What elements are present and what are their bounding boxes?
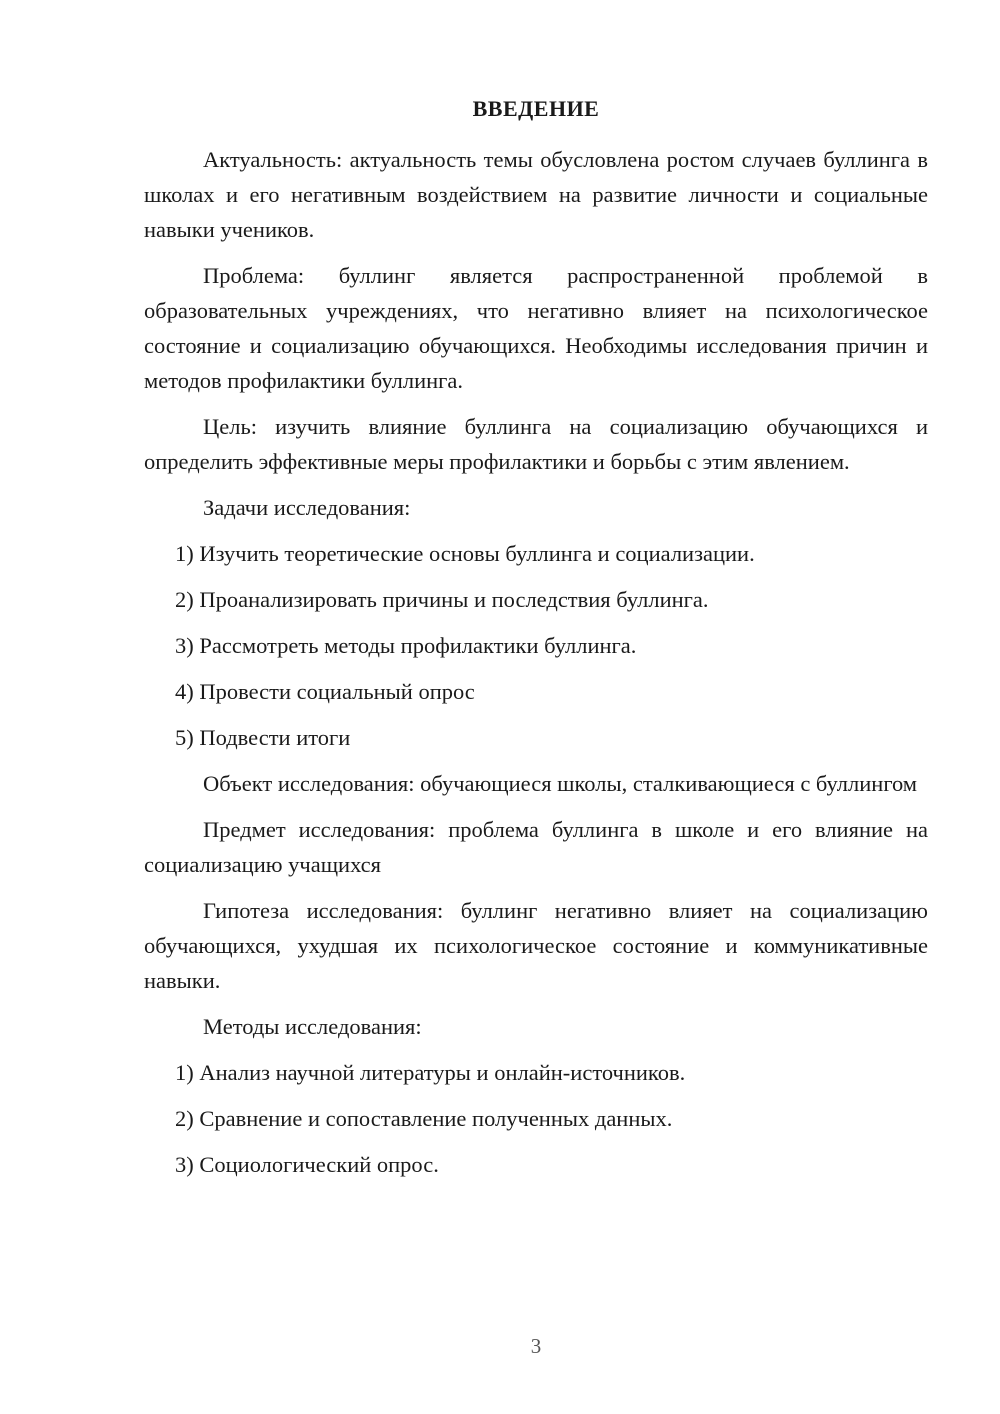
method-item: 2) Сравнение и сопоставление полученных данных. — [175, 1106, 673, 1131]
problem-paragraph: Проблема: буллинг является распространенной проблемой в образовательных учреждениях, что негативно влияет на психологическое состояние и социализацию обучающихся. Необходимы исследования причин и методов профилактики буллинга. — [144, 263, 928, 393]
page-title: ВВЕДЕНИЕ — [472, 96, 600, 121]
subject-paragraph: Предмет исследования: проблема буллинга в школе и его влияние на социализацию учащихся — [144, 817, 928, 877]
page-number: 3 — [530, 1334, 542, 1358]
object-paragraph: Объект исследования: обучающиеся школы, сталкивающиеся с буллингом — [203, 771, 918, 796]
tasks-list — [144, 536, 928, 755]
method-item: 3) Социологический опрос. — [175, 1152, 439, 1177]
tasks-heading: Задачи исследования: — [203, 495, 411, 520]
task-item: 1) Изучить теоретические основы буллинга и социализации. — [175, 541, 755, 566]
task-item: 2) Проанализировать причины и последствия буллинга. — [175, 587, 709, 612]
task-item: 5) Подвести итоги — [175, 725, 351, 750]
goal-paragraph: Цель: изучить влияние буллинга на социализацию обучающихся и определить эффективные меры профилактики и борьбы с этим явлением. — [144, 414, 928, 474]
relevance-paragraph: Актуальность: актуальность темы обусловлена ростом случаев буллинга в школах и его негативным воздействием на развитие личности и социальные навыки учеников. — [144, 147, 928, 242]
hypothesis-paragraph: Гипотеза исследования: буллинг негативно влияет на социализацию обучающихся, ухудшая их психологическое состояние и коммуникативные навыки. — [144, 898, 928, 993]
task-item: 3) Рассмотреть методы профилактики буллинга. — [175, 633, 637, 658]
task-item: 4) Провести социальный опрос — [175, 679, 475, 704]
methods-list — [144, 1055, 928, 1182]
method-item: 1) Анализ научной литературы и онлайн-источников. — [175, 1060, 686, 1085]
methods-heading: Методы исследования: — [203, 1014, 422, 1039]
document-body — [144, 142, 928, 1182]
